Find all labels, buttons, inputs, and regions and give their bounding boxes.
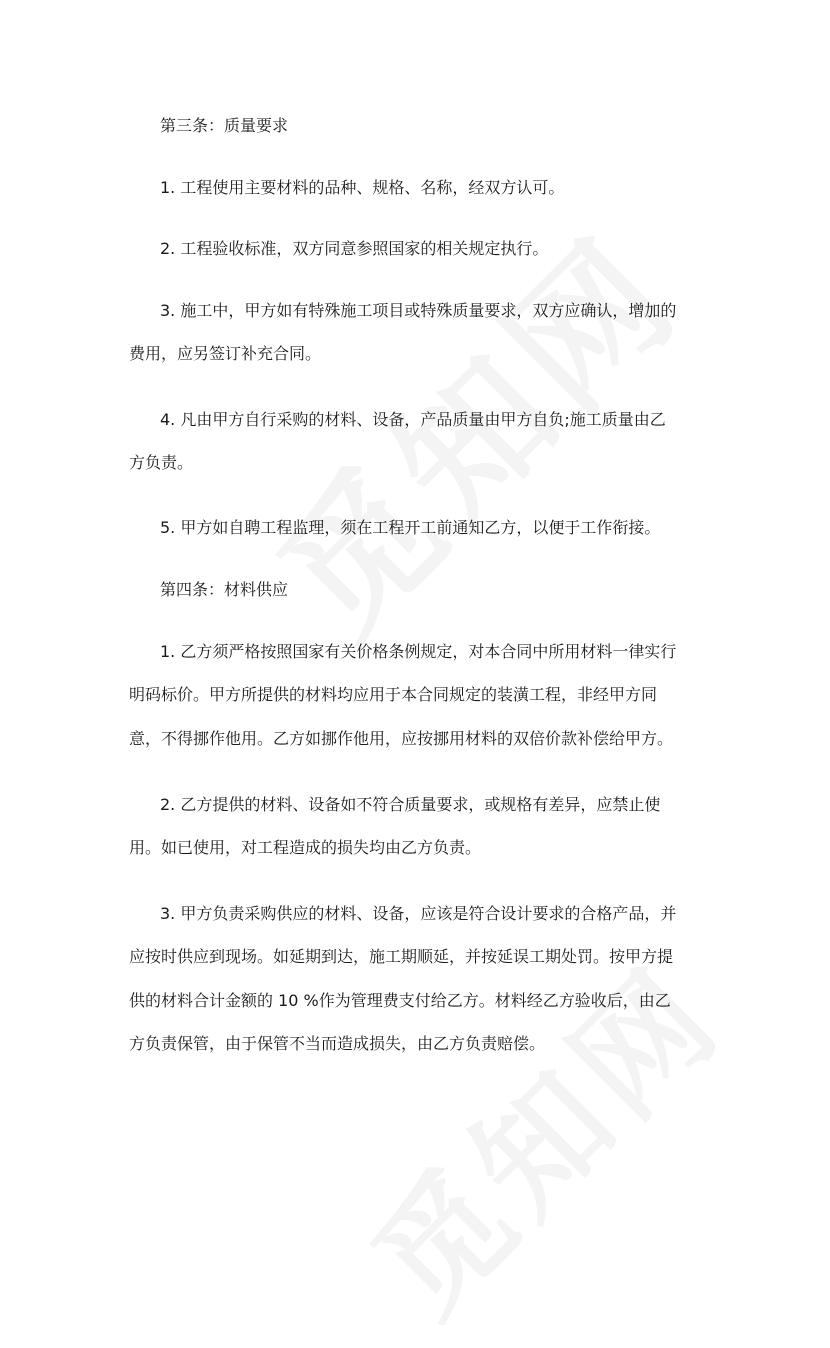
section-3-item-1: 1. 工程使用主要材料的品种、规格、名称，经双方认可。 bbox=[160, 178, 565, 197]
section-4-item-3-line-1: 3. 甲方负责采购供应的材料、设备，应该是符合设计要求的合格产品，并 bbox=[160, 904, 677, 923]
section-3-item-4-line-2: 方负责。 bbox=[129, 453, 194, 472]
section-4-item-3-line-3: 供的材料合计金额的 10 %作为管理费支付给乙方。材料经乙方验收后，由乙 bbox=[129, 991, 671, 1010]
section-4-item-2-line-1: 2. 乙方提供的材料、设备如不符合质量要求，或规格有差异，应禁止使 bbox=[160, 795, 661, 814]
watermark-bottom bbox=[325, 919, 754, 1348]
section-3-item-2: 2. 工程验收标准，双方同意参照国家的相关规定执行。 bbox=[160, 239, 549, 258]
section-4-item-1-line-1: 1. 乙方须严格按照国家有关价格条例规定，对本合同中所用材料一律实行 bbox=[160, 642, 677, 661]
section-4-item-3-line-4: 方负责保管，由于保管不当而造成损失，由乙方负责赔偿。 bbox=[129, 1034, 546, 1053]
section-3-item-4-line-1: 4. 凡由甲方自行采购的材料、设备，产品质量由甲方自负;施工质量由乙 bbox=[160, 410, 666, 429]
section-4-item-3-line-2: 应按时供应到现场。如延期到达，施工期顺延，并按延误工期处罚。按甲方提 bbox=[129, 947, 674, 966]
section-3-item-3-line-1: 3. 施工中，甲方如有特殊施工项目或特殊质量要求，双方应确认，增加的 bbox=[160, 301, 677, 320]
section-4-item-2-line-2: 用。如已使用，对工程造成的损失均由乙方负责。 bbox=[129, 838, 482, 857]
section-3-title: 第三条：质量要求 bbox=[160, 116, 289, 135]
section-3-item-3-line-2: 费用，应另签订补充合同。 bbox=[129, 344, 322, 363]
section-4-item-1-line-2: 明码标价。甲方所提供的材料均应用于本合同规定的装潢工程，非经甲方同 bbox=[129, 685, 658, 704]
section-4-item-1-line-3: 意，不得挪作他用。乙方如挪作他用，应按挪用材料的双倍价款补偿给甲方。 bbox=[129, 729, 674, 748]
section-4-title: 第四条：材料供应 bbox=[160, 580, 289, 599]
section-3-item-5: 5. 甲方如自聘工程监理，须在工程开工前通知乙方，以便于工作衔接。 bbox=[160, 518, 661, 537]
